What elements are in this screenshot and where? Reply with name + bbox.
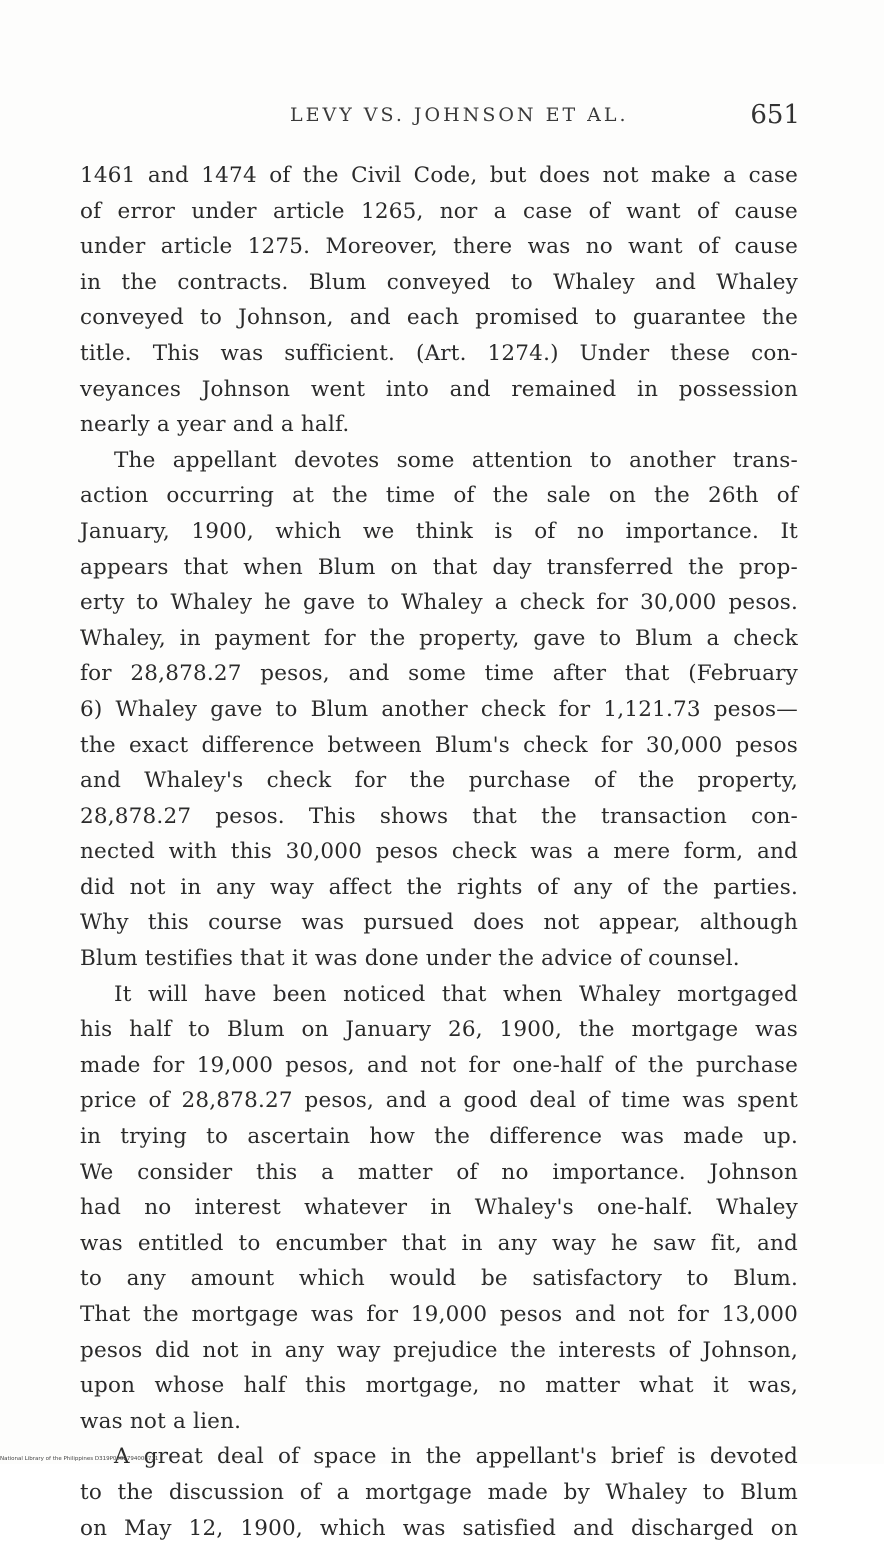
text-line: did not in any way affect the rights of any of the parties. <box>80 874 798 900</box>
text-line: pesos did not in any way prejudice the interests of Johnson, <box>80 1337 798 1363</box>
text-line: erty to Whaley he gave to Whaley a check for 30,000 pesos. <box>80 590 798 616</box>
text-line: to any amount which would be satisfactory to Blum. <box>80 1266 798 1292</box>
text-line: in the contracts. Blum conveyed to Whaley and Whaley <box>80 269 798 295</box>
text-line: price of 28,878.27 pesos, and a good deal of time was spent <box>80 1088 798 1114</box>
text-line: veyances Johnson went into and remained in possession <box>80 376 798 402</box>
text-line: of error under article 1265, nor a case of want of cause <box>80 198 798 224</box>
text-line: It will have been noticed that when Whaley mortgaged <box>114 981 798 1007</box>
text-line: Whaley, in payment for the property, gave to Blum a check <box>80 625 798 651</box>
text-line: nected with this 30,000 pesos check was a mere form, and <box>80 839 798 865</box>
text-line: 6) Whaley gave to Blum another check for 1,121.73 pesos— <box>80 696 798 722</box>
text-line: was entitled to encumber that in any way he saw fit, and <box>80 1230 798 1256</box>
text-line: 1461 and 1474 of the Civil Code, but does not make a case <box>80 163 798 188</box>
text-line: the exact difference between Blum's check for 30,000 pesos <box>80 732 798 758</box>
text-line: That the mortgage was for 19,000 pesos and not for 13,000 <box>80 1302 798 1327</box>
text-line: We consider this a matter of no importance. Johnson <box>80 1159 798 1185</box>
text-line: 28,878.27 pesos. This shows that the transaction con- <box>80 803 798 829</box>
text-line: January, 1900, which we think is of no importance. It <box>80 518 798 544</box>
running-header <box>80 100 800 140</box>
text-line: was not a lien. <box>80 1408 242 1434</box>
text-line: conveyed to Johnson, and each promised to guarantee the <box>80 305 798 331</box>
text-line: The appellant devotes some attention to another trans- <box>114 447 798 473</box>
text-line: title. This was sufficient. (Art. 1274.) Under these con- <box>80 340 798 366</box>
text-line: to the discussion of a mortgage made by Whaley to Blum <box>80 1479 798 1505</box>
body-text <box>80 158 798 1546</box>
text-line: action occurring at the time of the sale on the 26th of <box>80 483 798 509</box>
page-number: 651 <box>750 100 800 130</box>
text-line: for 28,878.27 pesos, and some time after that (February <box>80 661 798 687</box>
text-line: upon whose half this mortgage, no matter what it was, <box>80 1373 798 1399</box>
scan-credit: National Library of the Philippines D319P0002794008731 <box>0 1456 159 1462</box>
text-line: under article 1275. Moreover, there was no want of cause <box>80 234 798 260</box>
text-line: made for 19,000 pesos, and not for one-half of the purchase <box>80 1052 798 1078</box>
text-line: had no interest whatever in Whaley's one-half. Whaley <box>80 1195 798 1221</box>
text-line: his half to Blum on January 26, 1900, the mortgage was <box>80 1017 798 1043</box>
text-line: in trying to ascertain how the difference was made up. <box>80 1124 798 1150</box>
text-line: and Whaley's check for the purchase of the property, <box>80 768 798 794</box>
header-title: LEVY VS. JOHNSON ET AL. <box>290 104 629 126</box>
text-line: nearly a year and a half. <box>80 412 350 438</box>
text-line: Why this course was pursued does not appear, although <box>80 910 798 936</box>
text-line: Blum testifies that it was done under the advice of counsel. <box>80 946 740 972</box>
text-line: on May 12, 1900, which was satisfied and discharged on <box>80 1515 798 1541</box>
text-line: A great deal of space in the appellant's brief is devoted <box>114 1444 798 1470</box>
text-line: appears that when Blum on that day transferred the prop- <box>80 554 798 580</box>
